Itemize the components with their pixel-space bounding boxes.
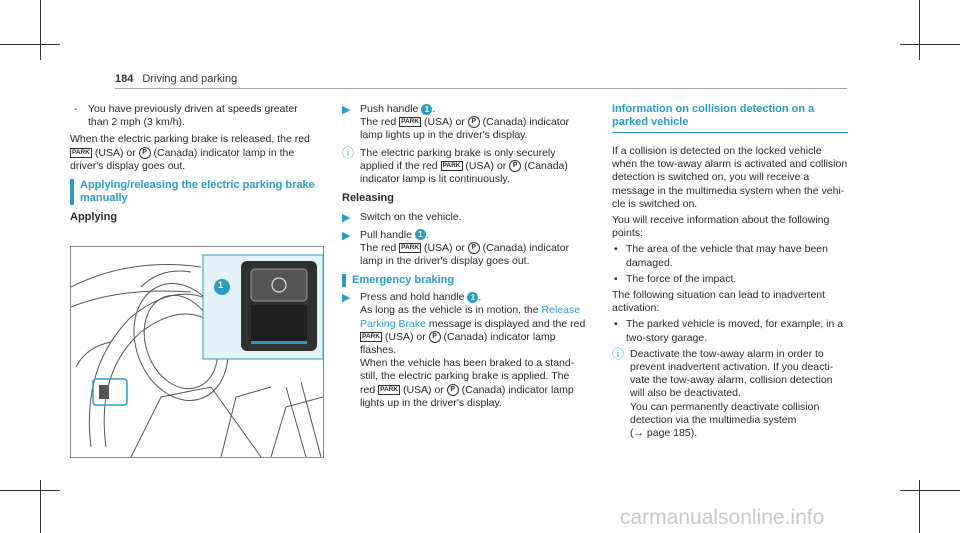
sub-heading-applying: Applying <box>70 211 118 224</box>
page-number: 184 <box>115 73 134 85</box>
list-item <box>612 243 848 269</box>
handle-badge: 1 <box>415 229 426 240</box>
crop-mark <box>40 0 41 60</box>
p-circle-icon: P <box>468 116 480 128</box>
text: (Canada) indicator lamp in the driver's display goes out. <box>360 241 570 268</box>
note-securely-applied <box>342 147 587 187</box>
text: (Canada) indicator lamp lights up in the driver's display. <box>360 383 574 409</box>
step-arrow-icon: ▶ <box>342 292 351 305</box>
park-icon: PARK <box>401 118 420 126</box>
text: When the electric parking brake is released, the red <box>70 133 310 146</box>
park-icon: PARK <box>442 162 461 170</box>
text: Push handle <box>360 103 419 115</box>
list-item <box>612 273 848 286</box>
crop-mark <box>919 0 920 60</box>
text: (Canada) indicator lamp in the driver's display goes out. <box>70 146 295 172</box>
text: Switch on the vehicle. <box>360 211 462 224</box>
step-arrow-icon: ▶ <box>342 212 351 225</box>
info-icon: ⓘ <box>612 346 625 361</box>
watermark: carmanualsonline.info <box>620 506 825 529</box>
p-circle-icon: P <box>429 331 441 343</box>
text: The electric parking brake is only securely applied if the red <box>360 146 556 172</box>
park-icon: PARK <box>362 333 380 341</box>
text: . <box>478 291 482 304</box>
text: (USA) or <box>465 159 507 172</box>
bullet-icon: • <box>614 243 618 256</box>
info-icon: ⓘ <box>342 145 355 160</box>
step-arrow-icon: ▶ <box>342 104 351 116</box>
text: The force of the impact. <box>626 272 737 285</box>
emergency-heading: Emergency braking <box>342 274 587 287</box>
text: As long as the vehicle is in motion, the <box>360 304 539 317</box>
text: (Canada) indicator lamp flashes. <box>360 330 556 357</box>
text: . <box>425 228 429 241</box>
info-points-paragraph: You will receive information about the following points: <box>612 214 830 240</box>
dash-text: You have previously driven at speeds greater than 2 mph (3 km/h). <box>88 103 298 129</box>
text: The area of the vehicle that may have been damaged. <box>626 243 828 269</box>
inadvertent-paragraph: The following situation can lead to inadvertent activation: <box>612 289 826 315</box>
crop-mark <box>900 44 960 45</box>
p-circle-icon: P <box>468 242 480 254</box>
page-header <box>115 73 237 85</box>
text: (USA) or <box>423 241 465 254</box>
collision-paragraph: If a collision is detected on the locked vehicle when the tow-away alarm is activated and collision detection is switched on, you will receive a message in the multimedia system when the vehicle is switched on. <box>612 145 848 210</box>
release-paragraph <box>70 133 320 173</box>
dash-item <box>70 103 320 129</box>
text: (Canada) indicator lamp lights up in the driver's display. <box>360 116 570 142</box>
sub-heading-releasing: Releasing <box>342 192 394 205</box>
handle-badge: 1 <box>421 104 432 115</box>
park-icon: PARK <box>401 244 420 252</box>
step-push-handle <box>342 103 587 143</box>
text: Press and hold handle <box>360 291 465 304</box>
bullet-icon: • <box>614 272 618 285</box>
text: When the vehicle has been braked to a standstill, the electric parking brake is applied. The red <box>360 357 575 396</box>
section-rule <box>612 132 848 133</box>
text: Deactivate the tow-away alarm in order to prevent inadvertent activation. If you deactivate the tow-away alarm, collision detection will also be deactivated. <box>630 347 834 400</box>
crop-mark <box>0 44 60 45</box>
p-circle-icon: P <box>447 384 459 396</box>
text: (USA) or <box>94 146 136 159</box>
text: (Canada) indicator lamp is lit continuously. <box>360 159 568 186</box>
cockpit-illustration <box>71 247 323 457</box>
text: message is displayed and the red <box>428 317 586 330</box>
text: The red <box>360 241 397 254</box>
crop-mark <box>900 490 960 491</box>
chapter-title: Driving and parking <box>142 73 238 85</box>
step-switch-on <box>342 211 587 224</box>
bullet-icon: • <box>614 318 618 331</box>
page-reference-link[interactable]: (→ page 185). <box>630 427 698 440</box>
handle-badge: 1 <box>467 292 478 303</box>
text: Pull handle <box>360 228 412 241</box>
text: (USA) or <box>423 116 465 129</box>
park-icon: PARK <box>72 148 90 156</box>
text: The parked vehicle is moved, for example, in a two-story garage. <box>626 318 844 344</box>
crop-mark <box>919 480 920 533</box>
release-parking-brake-message: Release Parking Brake <box>360 304 581 330</box>
parking-brake-figure <box>70 246 324 458</box>
collision-section-title: Information on collision detection on a parked vehicle <box>612 103 815 128</box>
text: . <box>432 103 436 115</box>
right-column <box>612 103 848 444</box>
p-circle-icon: P <box>509 160 521 172</box>
text: (USA) or <box>402 383 444 396</box>
note-deactivate <box>612 348 848 440</box>
park-icon: PARK <box>380 385 399 393</box>
section-heading: Applying/releasing the electric parking brake manually <box>70 179 320 205</box>
text: (USA) or <box>384 330 426 343</box>
figure-callout-label: 1 <box>218 280 224 290</box>
p-circle-icon: P <box>139 147 151 159</box>
step-arrow-icon: ▶ <box>342 229 351 242</box>
header-divider <box>115 88 847 89</box>
crop-mark <box>0 490 60 491</box>
middle-column <box>342 103 587 414</box>
step-pull-handle <box>342 229 587 269</box>
step-emergency <box>342 291 587 410</box>
dash-marker: - <box>74 103 78 115</box>
text: The red <box>360 116 397 129</box>
crop-mark <box>40 480 41 533</box>
list-item <box>612 318 848 344</box>
left-column <box>70 103 320 230</box>
text: You can permanently deactivate collision detection via the multimedia system <box>630 400 820 426</box>
